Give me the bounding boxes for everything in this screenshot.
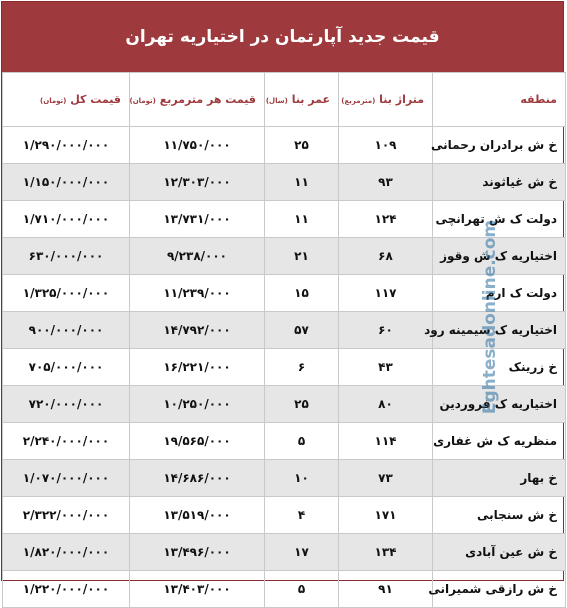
cell-total-price: ۱/۲۹۰/۰۰۰/۰۰۰ <box>3 127 130 164</box>
table-row <box>3 534 566 571</box>
table-row <box>3 201 566 238</box>
cell-region: خ ش غیاثوند <box>433 164 566 201</box>
cell-price-per-meter: ۱۱/۲۳۹/۰۰۰ <box>130 275 265 312</box>
cell-area: ۱۷۱ <box>339 497 433 534</box>
table-row <box>3 238 566 275</box>
cell-age: ۵ <box>265 571 339 608</box>
header-age: عمر بنا (سال) <box>265 73 339 127</box>
cell-region: خ ش عین آبادی <box>433 534 566 571</box>
cell-total-price: ۷۰۵/۰۰۰/۰۰۰ <box>3 349 130 386</box>
cell-area: ۱۱۴ <box>339 423 433 460</box>
cell-total-price: ۱/۰۷۰/۰۰۰/۰۰۰ <box>3 460 130 497</box>
cell-total-price: ۲/۲۴۰/۰۰۰/۰۰۰ <box>3 423 130 460</box>
table-row <box>3 349 566 386</box>
table-row <box>3 386 566 423</box>
cell-price-per-meter: ۱۱/۷۵۰/۰۰۰ <box>130 127 265 164</box>
cell-price-per-meter: ۱۶/۲۲۱/۰۰۰ <box>130 349 265 386</box>
cell-total-price: ۹۰۰/۰۰۰/۰۰۰ <box>3 312 130 349</box>
cell-age: ۱۷ <box>265 534 339 571</box>
cell-age: ۵ <box>265 423 339 460</box>
cell-total-price: ۱/۱۵۰/۰۰۰/۰۰۰ <box>3 164 130 201</box>
cell-region: منظریه ک ش غفاری <box>433 423 566 460</box>
cell-price-per-meter: ۱۳/۴۹۶/۰۰۰ <box>130 534 265 571</box>
table-row <box>3 312 566 349</box>
table-row <box>3 164 566 201</box>
header-total-price: قیمت کل (تومان) <box>3 73 130 127</box>
cell-price-per-meter: ۱۳/۴۰۳/۰۰۰ <box>130 571 265 608</box>
table-body <box>3 127 566 608</box>
cell-region: خ ش رازقی شمیرانی <box>433 571 566 608</box>
cell-area: ۶۸ <box>339 238 433 275</box>
cell-region: خ بهار <box>433 460 566 497</box>
table-row <box>3 460 566 497</box>
cell-region: دولت ک ش تهرانچی <box>433 201 566 238</box>
header-row <box>3 73 566 127</box>
cell-price-per-meter: ۱۲/۳۰۳/۰۰۰ <box>130 164 265 201</box>
header-price-per-meter: قیمت هر مترمربع (تومان) <box>130 73 265 127</box>
cell-age: ۵۷ <box>265 312 339 349</box>
cell-area: ۱۲۴ <box>339 201 433 238</box>
cell-area: ۶۰ <box>339 312 433 349</box>
cell-region: اختیاریه ک ش وقوز <box>433 238 566 275</box>
cell-age: ۲۵ <box>265 386 339 423</box>
cell-region: دولت ک ارم <box>433 275 566 312</box>
cell-total-price: ۱/۷۱۰/۰۰۰/۰۰۰ <box>3 201 130 238</box>
cell-age: ۲۱ <box>265 238 339 275</box>
cell-total-price: ۱/۳۲۵/۰۰۰/۰۰۰ <box>3 275 130 312</box>
cell-region: خ ش سنجابی <box>433 497 566 534</box>
cell-total-price: ۱/۲۲۰/۰۰۰/۰۰۰ <box>3 571 130 608</box>
cell-age: ۲۵ <box>265 127 339 164</box>
cell-area: ۱۰۹ <box>339 127 433 164</box>
cell-price-per-meter: ۱۹/۵۶۵/۰۰۰ <box>130 423 265 460</box>
table-row <box>3 275 566 312</box>
cell-area: ۱۱۷ <box>339 275 433 312</box>
cell-price-per-meter: ۱۳/۵۱۹/۰۰۰ <box>130 497 265 534</box>
cell-region: اختیاریه ک سیمینه رود <box>433 312 566 349</box>
table-row <box>3 571 566 608</box>
cell-area: ۹۳ <box>339 164 433 201</box>
cell-age: ۱۱ <box>265 201 339 238</box>
cell-region: خ زرینک <box>433 349 566 386</box>
cell-area: ۷۳ <box>339 460 433 497</box>
cell-area: ۸۰ <box>339 386 433 423</box>
cell-age: ۶ <box>265 349 339 386</box>
cell-total-price: ۶۳۰/۰۰۰/۰۰۰ <box>3 238 130 275</box>
cell-price-per-meter: ۱۴/۷۹۲/۰۰۰ <box>130 312 265 349</box>
header-area: متراژ بنا (مترمربع) <box>339 73 433 127</box>
cell-price-per-meter: ۹/۲۳۸/۰۰۰ <box>130 238 265 275</box>
cell-total-price: ۷۲۰/۰۰۰/۰۰۰ <box>3 386 130 423</box>
cell-price-per-meter: ۱۳/۷۳۱/۰۰۰ <box>130 201 265 238</box>
table-row <box>3 423 566 460</box>
cell-age: ۱۰ <box>265 460 339 497</box>
cell-region: خ ش برادران رحمانی <box>433 127 566 164</box>
cell-area: ۴۳ <box>339 349 433 386</box>
table-row <box>3 127 566 164</box>
price-table-card <box>1 1 564 596</box>
cell-age: ۱۱ <box>265 164 339 201</box>
table-title: قیمت جدید آپارتمان در اختیاریه تهران <box>2 2 563 72</box>
cell-age: ۱۵ <box>265 275 339 312</box>
cell-total-price: ۱/۸۲۰/۰۰۰/۰۰۰ <box>3 534 130 571</box>
cell-price-per-meter: ۱۰/۲۵۰/۰۰۰ <box>130 386 265 423</box>
cell-area: ۹۱ <box>339 571 433 608</box>
cell-total-price: ۲/۳۲۲/۰۰۰/۰۰۰ <box>3 497 130 534</box>
cell-price-per-meter: ۱۴/۶۸۶/۰۰۰ <box>130 460 265 497</box>
header-region: منطقه <box>433 73 566 127</box>
cell-region: اختیاریه ک فروردین <box>433 386 566 423</box>
table-row <box>3 497 566 534</box>
price-table <box>2 72 566 608</box>
cell-age: ۴ <box>265 497 339 534</box>
cell-area: ۱۳۴ <box>339 534 433 571</box>
watermark-text: Eghtesadonline.com <box>480 219 500 415</box>
